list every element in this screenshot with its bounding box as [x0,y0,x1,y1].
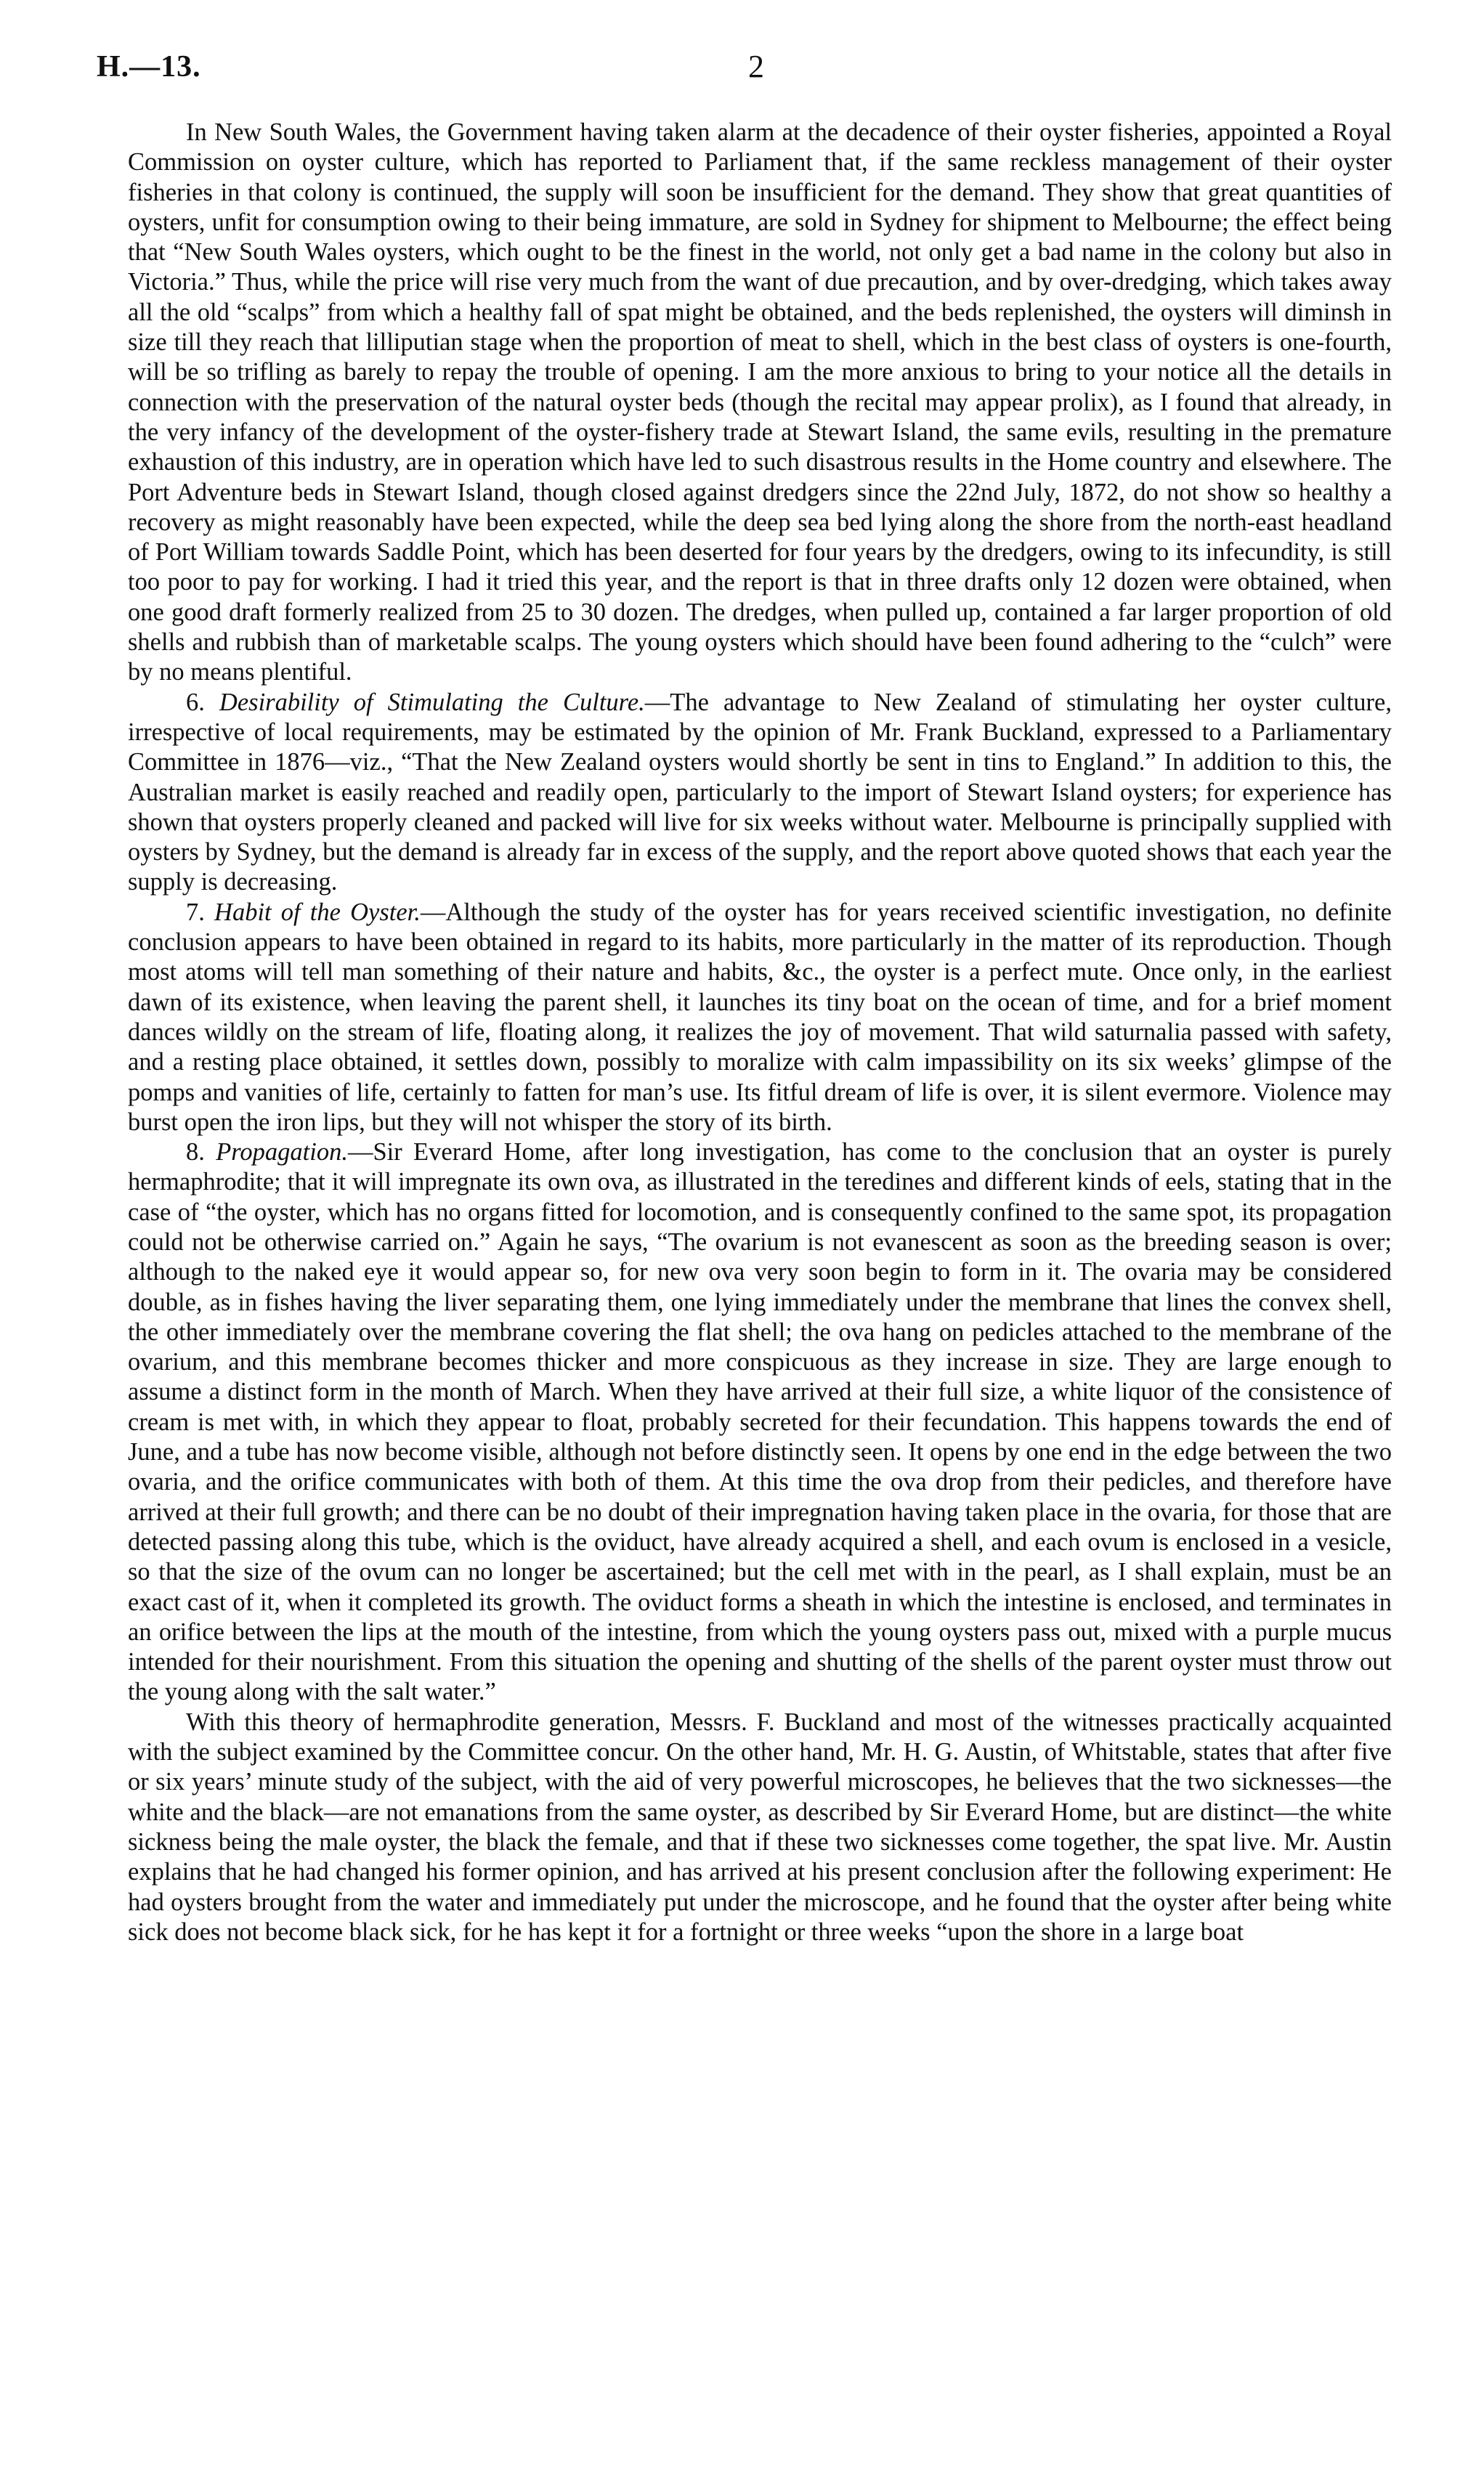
paragraph-new-south-wales [128,118,1392,688]
body-text [128,118,1392,1947]
section-number: 6. [186,688,205,716]
section-number: 7. [186,898,205,926]
paragraph-text: —Sir Everard Home, after long investigation, has come to the conclusion that an oyster is purely hermaphrodite; that it will impregnate its own ova, as illustrated in the teredines and different kinds of eels, stating that in the case of “the oyster, which has no organs fitted for locomotion, and is consequently confined to the same spot, its propagation could not be otherwise carried on.” Again he says, “The ovarium is not evanescent as soon as the breeding season is over; although to the naked eye it would appear so, for new ova very soon begin to form in it. The ovaria may be considered double, as in fishes having the liver separating them, one lying immediately under the membrane that lines the convex shell, the other immediately over the membrane covering the flat shell; the ova hang on pedicles attached to the membrane of the ovarium, and this membrane becomes thicker and more conspicuous as they increase in size. They are large enough to assume a distinct form in the month of March. When they have arrived at their full size, a white liquor of the consistence of cream is met with, in which they appear to float, probably secreted for their fecundation. This happens towards the end of June, and a tube has now become visible, although not before distinctly seen. It opens by one end in the edge between the two ovaria, and the orifice communicates with both of them. At this time the ova drop from their pedicles, and therefore have arrived at their full growth; and there can be no doubt of their impregnation having taken place in the ovaria, for those that are detected passing along this tube, which is the oviduct, have already acquired a shell, and each ovum is enclosed in a vesicle, so that the size of the ovum can no longer be ascertained; but the cell met with in the pearl, as I shall explain, must be an exact cast of it, when it completed its growth. The oviduct forms a sheath in which the intestine is enclosed, and terminates in an orifice between the lips at the mouth of the intestine, from which the young oysters pass out, mixed with a purple mucus intended for their nourishment. From this situation the opening and shutting of the shells of the parent oyster must throw out the young along with the salt water.” [128,1138,1392,1706]
paragraph-text: —Although the study of the oyster has for years received scientific investigation, no definite conclusion appears to have been obtained in regard to its habits, more particularly in the matter of its reproduction. Though most atoms will tell man something of their nature and habits, &c., the oyster is a perfect mute. Once only, in the earliest dawn of its existence, when leaving the parent shell, it launches its tiny boat on the ocean of time, and for a brief moment dances wildly on the stream of life, floating along, it realizes the joy of movement. That wild saturnalia passed with safety, and a resting place obtained, it settles down, possibly to moralize with calm impassibility on its six weeks’ glimpse of the pomps and vanities of life, certainly to fatten for man’s use. Its fitful dream of life is over, it is silent evermore. Violence may burst open the iron lips, but they will not whisper the story of its birth. [128,898,1392,1136]
document-reference: H.—13. [97,50,201,84]
section-number: 8. [186,1138,205,1167]
paragraph-section-7 [128,898,1392,1137]
section-heading: Propagation. [216,1138,348,1167]
paragraph-text: With this theory of hermaphrodite generation, Messrs. F. Buckland and most of the witnesses practically acquainted with the subject examined by the Committee concur. On the other hand, Mr. H. G. Austin, of Whitstable, states that after five or six years’ minute study of the subject, with the aid of very powerful microscopes, he believes that the two sicknesses—the white and the black—are not emanations from the same oyster, as described by Sir Everard Home, but are distinct—the white sickness being the male oyster, the black the female, and that if these two sicknesses come together, the spat live. Mr. Austin explains that he had changed his former opinion, and has arrived at his present conclusion after the following experiment: He had oysters brought from the water and immediately put under the microscope, and he found that the oyster after being white sick does not become black sick, for he has kept it for a fortnight or three weeks “upon the shore in a large boat [128,1708,1392,1946]
section-heading: Desirability of Stimulating the Culture. [219,688,645,716]
paragraph-text: —The advantage to New Zealand of stimulating her oyster culture, irrespective of local requirements, may be estimated by the opinion of Mr. Frank Buckland, expressed to a Parliamentary Committee in 1876—viz., “That the New Zealand oysters would shortly be sent in tins to England.” In addition to this, the Australian market is easily reached and readily open, particularly to the import of Stewart Island oysters; for experience has shown that oysters properly cleaned and packed will live for six weeks without water. Melbourne is principally supplied with oysters by Sydney, but the demand is already far in excess of the supply, and the report above quoted shows that each year the supply is decreasing. [128,688,1392,896]
paragraph-section-6 [128,688,1392,898]
paragraph-section-8 [128,1137,1392,1708]
section-heading: Habit of the Oyster. [214,898,421,926]
page-number: 2 [748,49,764,84]
paragraph-hermaphrodite-theory [128,1708,1392,1947]
paragraph-text: In New South Wales, the Government having taken alarm at the decadence of their oyster fisheries, appointed a Royal Commission on oyster culture, which has reported to Parliament that, if the same reckless management of their oyster fisheries in that colony is continued, the supply will soon be insufficient for the demand. They show that great quantities of oysters, unfit for consumption owing to their being immature, are sold in Sydney for shipment to Melbourne; the effect being that “New South Wales oysters, which ought to be the finest in the world, not only get a bad name in the colony but also in Victoria.” Thus, while the price will rise very much from the want of due precaution, and by over-dredging, which takes away all the old “scalps” from which a healthy fall of spat might be obtained, and the beds replenished, the oysters will diminsh in size till they reach that lilliputian stage when the proportion of meat to shell, which in the best class of oysters is one-fourth, will be so trifling as barely to repay the trouble of opening. I am the more anxious to bring to your notice all the details in connection with the preservation of the natural oyster beds (though the recital may appear prolix), as I found that already, in the very infancy of the development of the oyster-fishery trade at Stewart Island, the same evils, resulting in the premature exhaustion of this industry, are in operation which have led to such disastrous results in the Home country and elsewhere. The Port Adventure beds in Stewart Island, though closed against dredgers since the 22nd July, 1872, do not show so healthy a recovery as might reasonably have been expected, while the deep sea bed lying along the shore from the north-east headland of Port William towards Saddle Point, which has been deserted for four years by the dredgers, owing to its infecundity, is still too poor to pay for working. I had it tried this year, and the report is that in three drafts only 12 dozen were obtained, when one good draft formerly realized from 25 to 30 dozen. The dredges, when pulled up, contained a far larger proportion of old shells and rubbish than of marketable scalps. The young oysters which should have been found adhering to the “culch” were by no means plentiful. [128,118,1392,686]
